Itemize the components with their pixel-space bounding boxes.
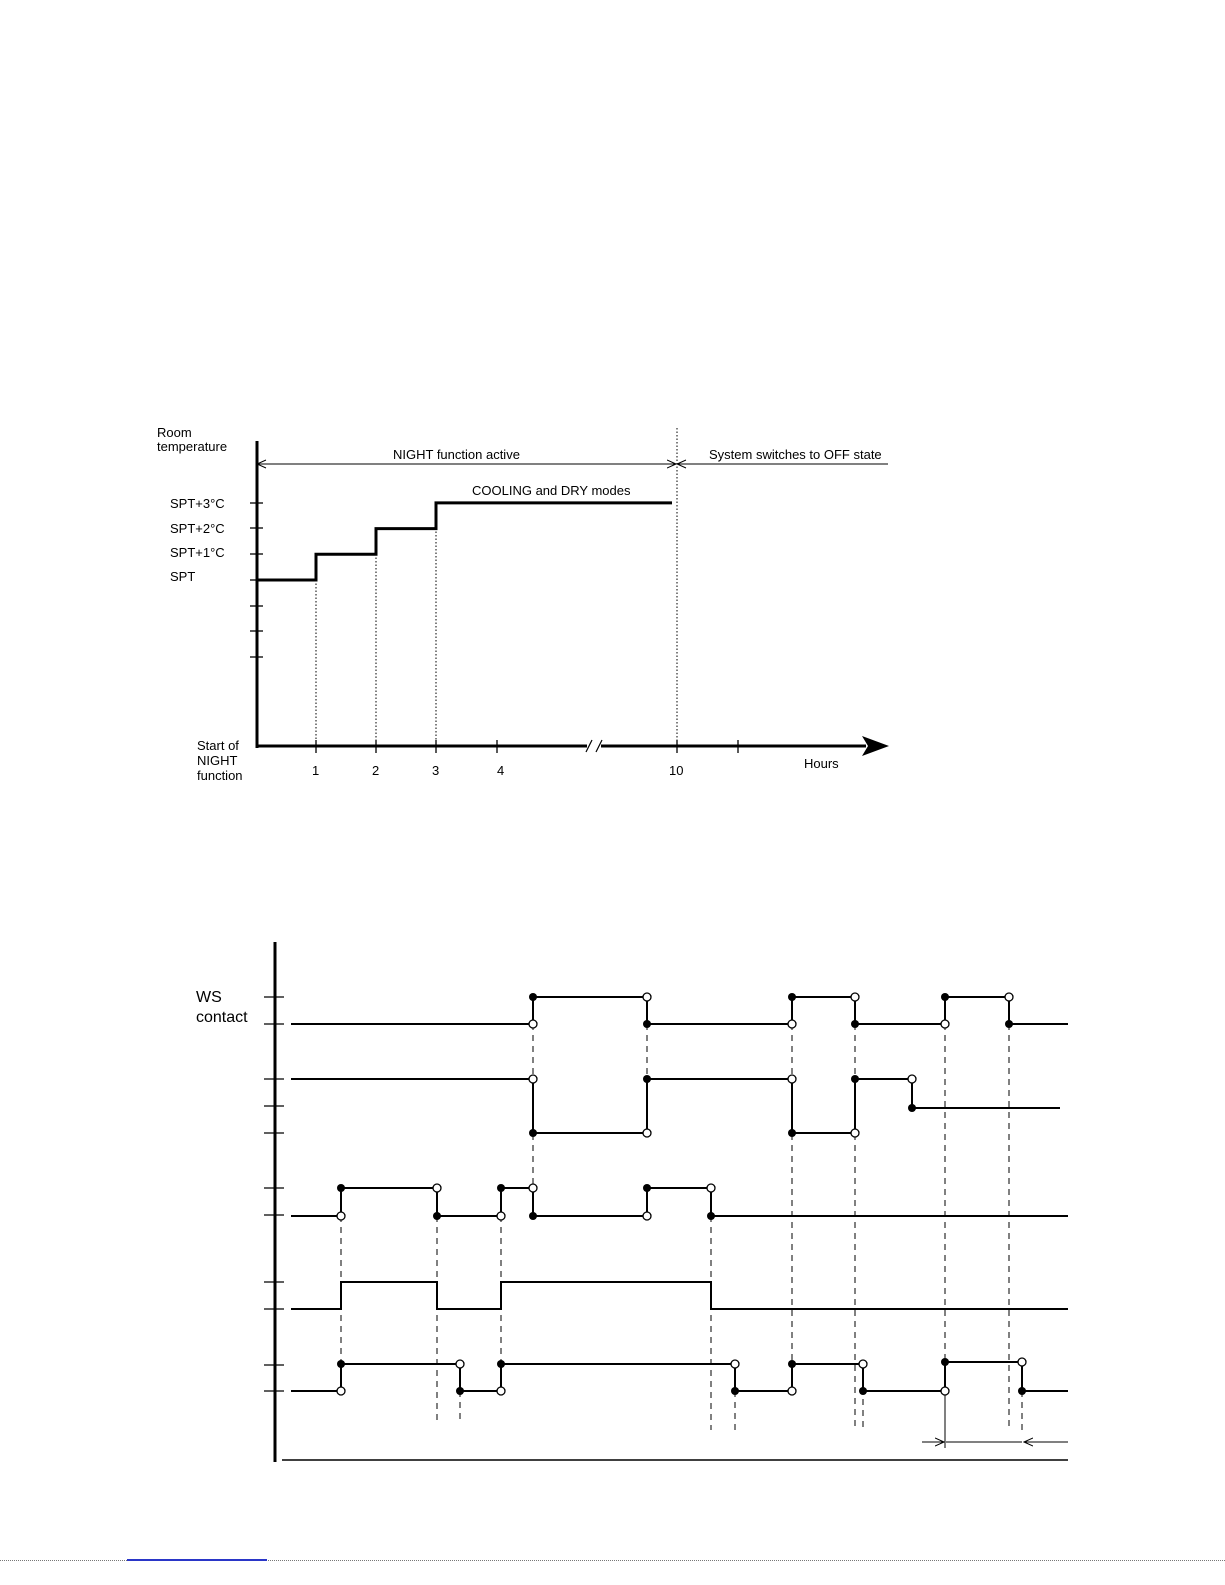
signal-trace-3 xyxy=(291,1188,1068,1216)
open-dot xyxy=(433,1184,441,1192)
temperature-step-curve xyxy=(258,503,672,580)
open-dot xyxy=(643,1212,651,1220)
open-dot xyxy=(941,1020,949,1028)
open-dot xyxy=(497,1212,505,1220)
open-dot xyxy=(941,1387,949,1395)
ws-title-line2: contact xyxy=(196,1009,248,1026)
off-state-label: System switches to OFF state xyxy=(709,447,882,462)
open-dot xyxy=(851,993,859,1001)
filled-dot xyxy=(337,1184,345,1192)
filled-dot xyxy=(851,1075,859,1083)
ws-title-line1: WS xyxy=(196,989,222,1006)
open-dot xyxy=(643,1129,651,1137)
footer-link-underline xyxy=(127,1559,267,1561)
ws-contact-trace xyxy=(291,997,1068,1024)
open-dot xyxy=(707,1184,715,1192)
curve-label: COOLING and DRY modes xyxy=(472,483,631,498)
origin-label-line3: function xyxy=(197,768,243,783)
filled-dot xyxy=(788,993,796,1001)
filled-dot xyxy=(456,1387,464,1395)
x-label-10: 10 xyxy=(669,763,684,778)
open-dot xyxy=(529,1020,537,1028)
origin-label-line2: NIGHT xyxy=(197,753,238,768)
open-dot xyxy=(529,1184,537,1192)
y-label-spt1: SPT+1°C xyxy=(170,545,225,560)
filled-dot xyxy=(908,1104,916,1112)
open-dot xyxy=(1005,993,1013,1001)
filled-dot xyxy=(731,1387,739,1395)
open-dot xyxy=(456,1360,464,1368)
x-axis-title: Hours xyxy=(804,756,839,771)
signal-trace-5 xyxy=(291,1362,1068,1391)
y-label-spt3: SPT+3°C xyxy=(170,496,225,511)
origin-label-line1: Start of xyxy=(197,738,239,753)
event-guides xyxy=(341,1024,1022,1430)
open-dot xyxy=(1018,1358,1026,1366)
filled-transition-dots xyxy=(337,993,1026,1395)
filled-dot xyxy=(1005,1020,1013,1028)
filled-dot xyxy=(788,1360,796,1368)
open-dot xyxy=(851,1129,859,1137)
x-label-2: 2 xyxy=(372,763,380,778)
x-label-3: 3 xyxy=(432,763,440,778)
filled-dot xyxy=(529,993,537,1001)
filled-dot xyxy=(941,993,949,1001)
open-dot xyxy=(788,1387,796,1395)
x-label-1: 1 xyxy=(312,763,320,778)
open-transition-dots xyxy=(337,993,1026,1395)
filled-dot xyxy=(851,1020,859,1028)
filled-dot xyxy=(643,1020,651,1028)
open-dot xyxy=(731,1360,739,1368)
filled-dot xyxy=(433,1212,441,1220)
signal-trace-4 xyxy=(291,1282,1068,1309)
y-label-spt2: SPT+2°C xyxy=(170,521,225,536)
filled-dot xyxy=(529,1212,537,1220)
open-dot xyxy=(788,1020,796,1028)
ws-contact-timing-diagram xyxy=(196,942,1068,1462)
night-active-label: NIGHT function active xyxy=(393,447,520,462)
night-function-chart xyxy=(157,425,889,783)
open-dot xyxy=(788,1075,796,1083)
y-axis-title-line1: Room xyxy=(157,425,192,440)
filled-dot xyxy=(529,1129,537,1137)
filled-dot xyxy=(643,1184,651,1192)
open-dot xyxy=(643,993,651,1001)
y-label-spt: SPT xyxy=(170,569,196,584)
filled-dot xyxy=(859,1387,867,1395)
open-dot xyxy=(337,1212,345,1220)
y-axis-title-line2: temperature xyxy=(157,439,228,454)
filled-dot xyxy=(337,1360,345,1368)
filled-dot xyxy=(707,1212,715,1220)
open-dot xyxy=(529,1075,537,1083)
open-dot xyxy=(497,1387,505,1395)
open-dot xyxy=(908,1075,916,1083)
filled-dot xyxy=(941,1358,949,1366)
x-axis-arrowhead xyxy=(862,736,889,756)
filled-dot xyxy=(788,1129,796,1137)
filled-dot xyxy=(497,1360,505,1368)
open-dot xyxy=(337,1387,345,1395)
filled-dot xyxy=(497,1184,505,1192)
filled-dot xyxy=(643,1075,651,1083)
x-label-4: 4 xyxy=(497,763,505,778)
filled-dot xyxy=(1018,1387,1026,1395)
open-dot xyxy=(859,1360,867,1368)
